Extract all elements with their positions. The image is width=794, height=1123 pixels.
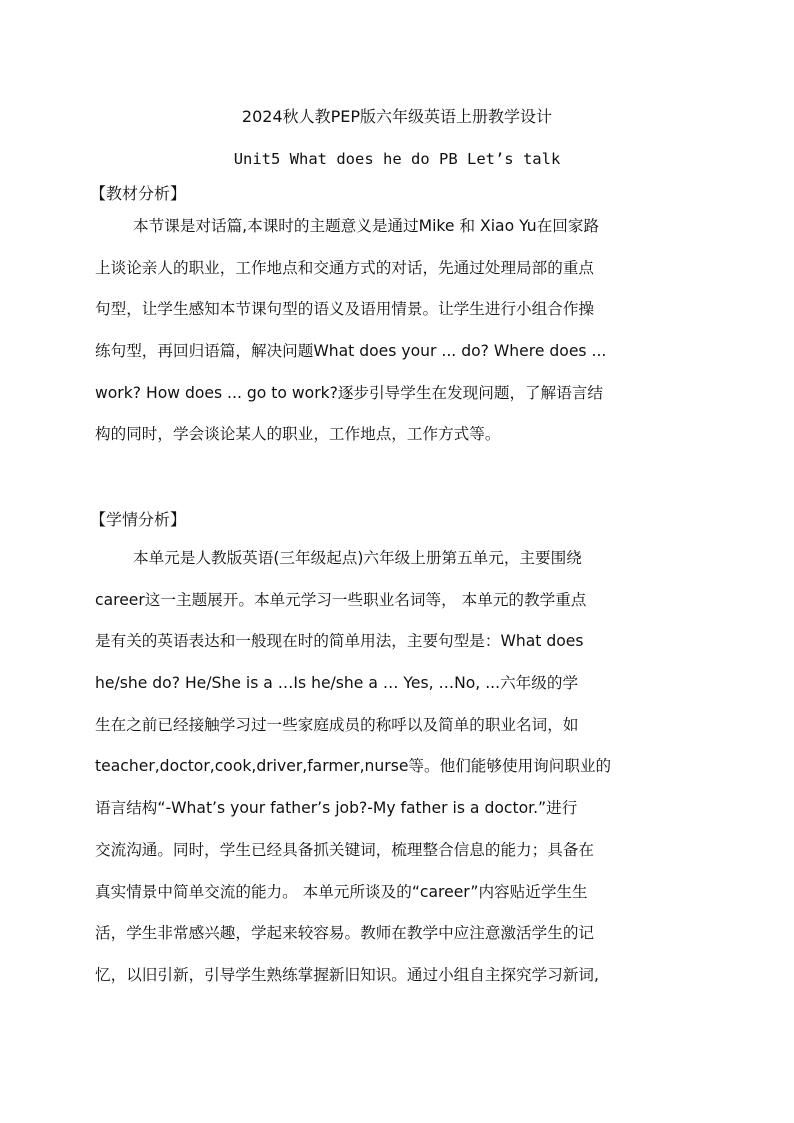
paragraph-textbook-analysis — [95, 206, 705, 456]
paragraph-line: he/she do? He/She is a …Is he/she a … Yes, …No, ...六年级的学 — [95, 674, 579, 693]
paragraph-line: 忆，以旧引新，引导学生熟练掌握新旧知识。通过小组自主探究学习新词, — [95, 965, 599, 984]
paragraph-line: 本节课是对话篇,本课时的主题意义是通过Mike 和 Xiao Yu在回家路 — [133, 217, 600, 235]
paragraph-line: 上谈论亲人的职业，工作地点和交通方式的对话，先通过处理局部的重点 — [95, 258, 595, 277]
paragraph-line: 生在之前已经接触学习过一些家庭成员的称呼以及简单的职业名词，如 — [95, 715, 579, 734]
paragraph-line: 交流沟通。同时，学生已经具备抓关键词，梳理整合信息的能力；具备在 — [95, 840, 595, 859]
paragraph-line: 本单元是人教版英语(三年级起点)六年级上册第五单元，主要围绕 — [133, 549, 582, 567]
paragraph-line: career这一主题展开。本单元学习一些职业名词等， 本单元的教学重点 — [95, 590, 587, 609]
paragraph-line: 语言结构“-What’s your father’s job?-My father is a doctor.”进行 — [95, 799, 578, 818]
paragraph-line: 句型，让学生感知本节课句型的语义及语用情景。让学生进行小组合作操 — [95, 300, 595, 319]
paragraph-line: 练句型，再回归语篇，解决问题What does your ... do? Where does ... — [95, 342, 607, 361]
paragraph-line: 真实情景中简单交流的能力。 本单元所谈及的“career”内容贴近学生生 — [95, 882, 588, 901]
paragraph-line: 构的同时，学会谈论某人的职业，工作地点，工作方式等。 — [95, 425, 501, 444]
section-heading-textbook-analysis: 【教材分析】 — [90, 184, 187, 203]
paragraph-line: 是有关的英语表达和一般现在时的简单用法，主要句型是：What does — [95, 632, 584, 651]
document-subtitle: Unit5 What does he do PB Let’s talk — [233, 150, 561, 168]
document-title: 2024秋人教PEP版六年级英语上册教学设计 — [241, 107, 553, 126]
paragraph-line: work? How does ... go to work?逐步引导学生在发现问题，了解语言结 — [95, 383, 604, 402]
paragraph-learner-analysis — [95, 538, 705, 997]
paragraph-line: teacher,doctor,cook,driver,farmer,nurse等。他们能够使用询问职业的 — [95, 757, 612, 776]
paragraph-line: 活，学生非常感兴趣，学起来较容易。教师在教学中应注意激活学生的记 — [95, 924, 595, 943]
section-heading-learner-analysis: 【学情分析】 — [90, 510, 187, 529]
